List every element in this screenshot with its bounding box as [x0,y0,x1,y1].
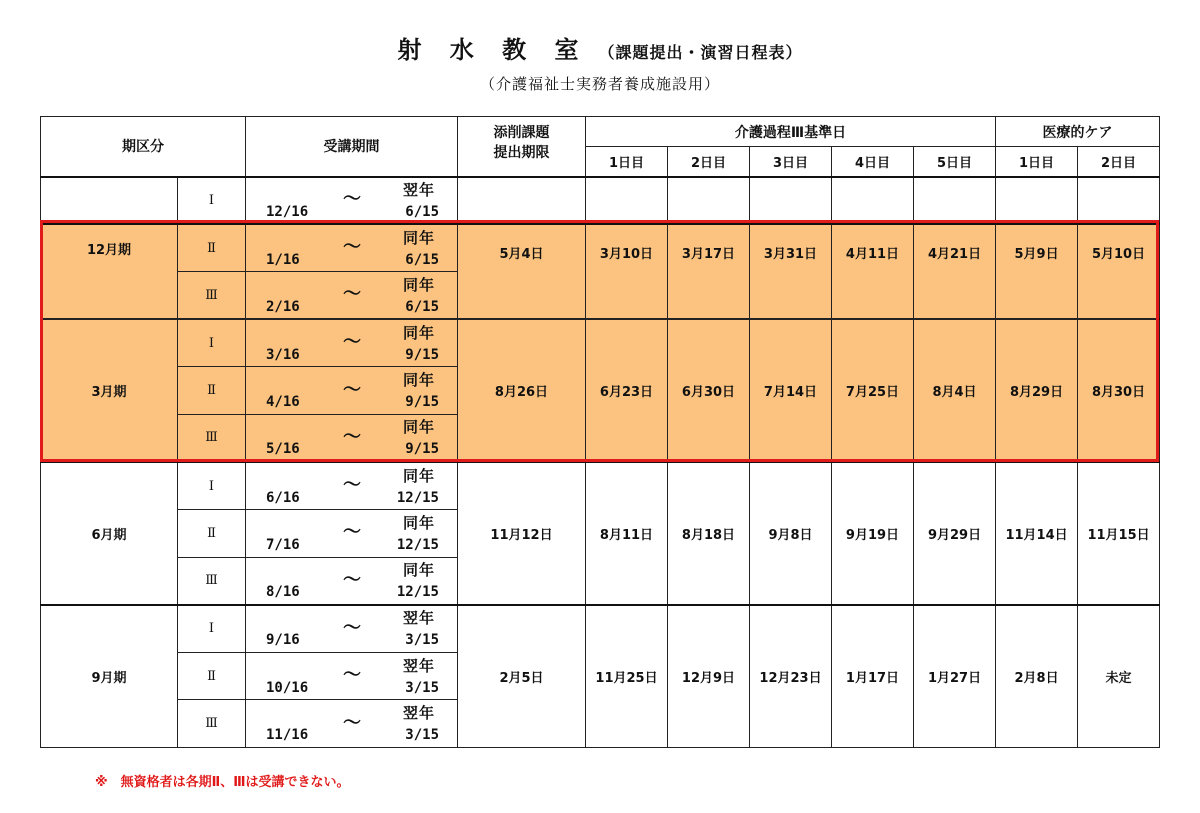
header-deadline [458,117,586,177]
period-start-date: 8/16 [266,584,300,601]
period-end-date: 12/15 [396,584,439,601]
period-end-date: 9/15 [405,394,439,411]
empty-cell [832,177,914,225]
period-end-year: 同年 [402,371,435,390]
term-roman: Ⅲ [178,272,246,320]
header-deadline-text: 添削課題 提出期限 [493,125,550,161]
period-start-date: 2/16 [266,298,300,315]
empty-cell [996,177,1078,225]
header-care-day-3: 3日目 [750,147,832,177]
period-range [246,321,457,366]
term-roman: Ⅰ [178,319,246,367]
deadline-date: 11月12日 [458,462,586,605]
medical-day-2-date: 未定 [1078,605,1160,748]
period-tilde: ～ [343,664,361,686]
period-range [246,178,457,223]
table-row [41,177,1160,225]
period-range [246,415,457,460]
term-roman: Ⅲ [178,700,246,748]
page-title-sub: （課題提出・演習日程表） [598,43,803,62]
care-day-2-date: 12月9日 [668,605,750,748]
medical-day-1-date: 8月29日 [996,319,1078,462]
term-label: 3月期 [41,319,178,462]
period-start-date: 3/16 [266,346,300,363]
period-end-date: 3/15 [405,727,439,744]
period-tilde: ～ [343,569,361,591]
period-tilde: ～ [343,283,361,305]
period-start-date: 6/16 [266,489,300,506]
period-end-year: 翌年 [402,704,435,723]
deadline-date: 2月5日 [458,605,586,748]
term-roman: Ⅲ [178,557,246,605]
term-label: 12月期 [41,224,178,319]
period-start-date: 11/16 [266,727,309,744]
enrollment-period [246,177,458,225]
term-roman: Ⅱ [178,367,246,415]
period-end-year: 同年 [402,323,435,342]
period-end-year: 翌年 [402,180,435,199]
header-medical-care: 医療的ケア [996,117,1160,147]
care-day-2-date: 6月30日 [668,319,750,462]
deadline-date: 5月4日 [458,224,586,319]
period-start-date: 10/16 [266,679,309,696]
care-day-1-date: 8月11日 [586,462,668,605]
header-care-day-4: 4日目 [832,147,914,177]
term-roman: Ⅱ [178,510,246,558]
term-label-empty [41,177,178,225]
period-start-date: 12/16 [266,203,309,220]
header-medical-day-1: 1日目 [996,147,1078,177]
medical-day-1-date: 2月8日 [996,605,1078,748]
care-day-5-date: 8月4日 [914,319,996,462]
period-tilde: ～ [343,617,361,639]
care-day-4-date: 7月25日 [832,319,914,462]
care-day-1-date: 3月10日 [586,224,668,319]
period-end-date: 9/15 [405,346,439,363]
header-term: 期区分 [41,117,246,177]
care-day-5-date: 4月21日 [914,224,996,319]
period-range [246,701,457,746]
enrollment-period [246,272,458,320]
period-tilde: ～ [343,331,361,353]
period-end-year: 同年 [402,418,435,437]
enrollment-period [246,652,458,700]
enrollment-period [246,414,458,462]
term-label: 9月期 [41,605,178,748]
period-start-date: 5/16 [266,441,300,458]
period-end-date: 6/15 [405,251,439,268]
care-day-4-date: 9月19日 [832,462,914,605]
enrollment-period [246,367,458,415]
period-range [246,464,457,509]
period-end-date: 12/15 [396,536,439,553]
enrollment-period [246,319,458,367]
period-start-date: 9/16 [266,632,300,649]
period-end-date: 3/15 [405,632,439,649]
period-end-date: 3/15 [405,679,439,696]
term-roman: Ⅱ [178,224,246,272]
table-row [41,224,1160,272]
period-end-year: 翌年 [402,656,435,675]
period-range [246,654,457,699]
care-day-3-date: 9月8日 [750,462,832,605]
period-range [246,226,457,271]
period-end-year: 同年 [402,275,435,294]
header-period: 受講期間 [246,117,458,177]
empty-cell [668,177,750,225]
header-care-day-2: 2日目 [668,147,750,177]
deadline-date: 8月26日 [458,319,586,462]
period-end-date: 6/15 [405,203,439,220]
term-label: 6月期 [41,462,178,605]
header-care-day-1: 1日目 [586,147,668,177]
period-end-year: 同年 [402,561,435,580]
period-tilde: ～ [343,236,361,258]
medical-day-1-date: 11月14日 [996,462,1078,605]
schedule-table [40,116,1160,748]
period-range [246,368,457,413]
period-start-date: 7/16 [266,536,300,553]
period-end-year: 翌年 [402,609,435,628]
period-tilde: ～ [343,474,361,496]
table-row [41,319,1160,367]
header-care-process: 介護過程Ⅲ基準日 [586,117,996,147]
period-tilde: ～ [343,521,361,543]
care-day-5-date: 9月29日 [914,462,996,605]
page-title: 射 水 教 室 [397,36,589,64]
care-day-5-date: 1月27日 [914,605,996,748]
enrollment-period [246,224,458,272]
title-row [0,30,1200,65]
period-range [246,606,457,651]
period-tilde: ～ [343,188,361,210]
period-end-date: 6/15 [405,298,439,315]
page-subtitle: （介護福祉士実務者養成施設用） [479,75,720,93]
empty-cell [458,177,586,225]
care-day-2-date: 8月18日 [668,462,750,605]
care-day-1-date: 6月23日 [586,319,668,462]
period-range [246,273,457,318]
empty-cell [914,177,996,225]
medical-day-2-date: 8月30日 [1078,319,1160,462]
enrollment-period [246,510,458,558]
period-range [246,511,457,556]
empty-cell [750,177,832,225]
period-start-date: 4/16 [266,394,300,411]
period-end-year: 同年 [402,513,435,532]
enrollment-period [246,605,458,653]
medical-day-2-date: 11月15日 [1078,462,1160,605]
term-roman: Ⅰ [178,605,246,653]
table-row [41,462,1160,510]
care-day-2-date: 3月17日 [668,224,750,319]
empty-cell [586,177,668,225]
care-day-3-date: 12月23日 [750,605,832,748]
enrollment-period [246,700,458,748]
medical-day-1-date: 5月9日 [996,224,1078,319]
period-range [246,558,457,603]
period-end-date: 12/15 [396,489,439,506]
term-roman: Ⅱ [178,652,246,700]
period-end-date: 9/15 [405,441,439,458]
period-tilde: ～ [343,426,361,448]
term-roman: Ⅰ [178,462,246,510]
enrollment-period [246,462,458,510]
care-day-1-date: 11月25日 [586,605,668,748]
header-medical-day-2: 2日目 [1078,147,1160,177]
header-care-day-5: 5日目 [914,147,996,177]
enrollment-period [246,557,458,605]
empty-cell [1078,177,1160,225]
medical-day-2-date: 5月10日 [1078,224,1160,319]
footnote: ※ 無資格者は各期Ⅱ、Ⅲは受講できない。 [95,775,350,790]
care-day-3-date: 7月14日 [750,319,832,462]
term-roman: Ⅲ [178,414,246,462]
period-start-date: 1/16 [266,251,300,268]
table-row [41,605,1160,653]
period-end-year: 同年 [402,228,435,247]
care-day-3-date: 3月31日 [750,224,832,319]
period-end-year: 同年 [402,466,435,485]
term-roman: Ⅰ [178,177,246,225]
period-tilde: ～ [343,378,361,400]
period-tilde: ～ [343,712,361,734]
care-day-4-date: 1月17日 [832,605,914,748]
care-day-4-date: 4月11日 [832,224,914,319]
